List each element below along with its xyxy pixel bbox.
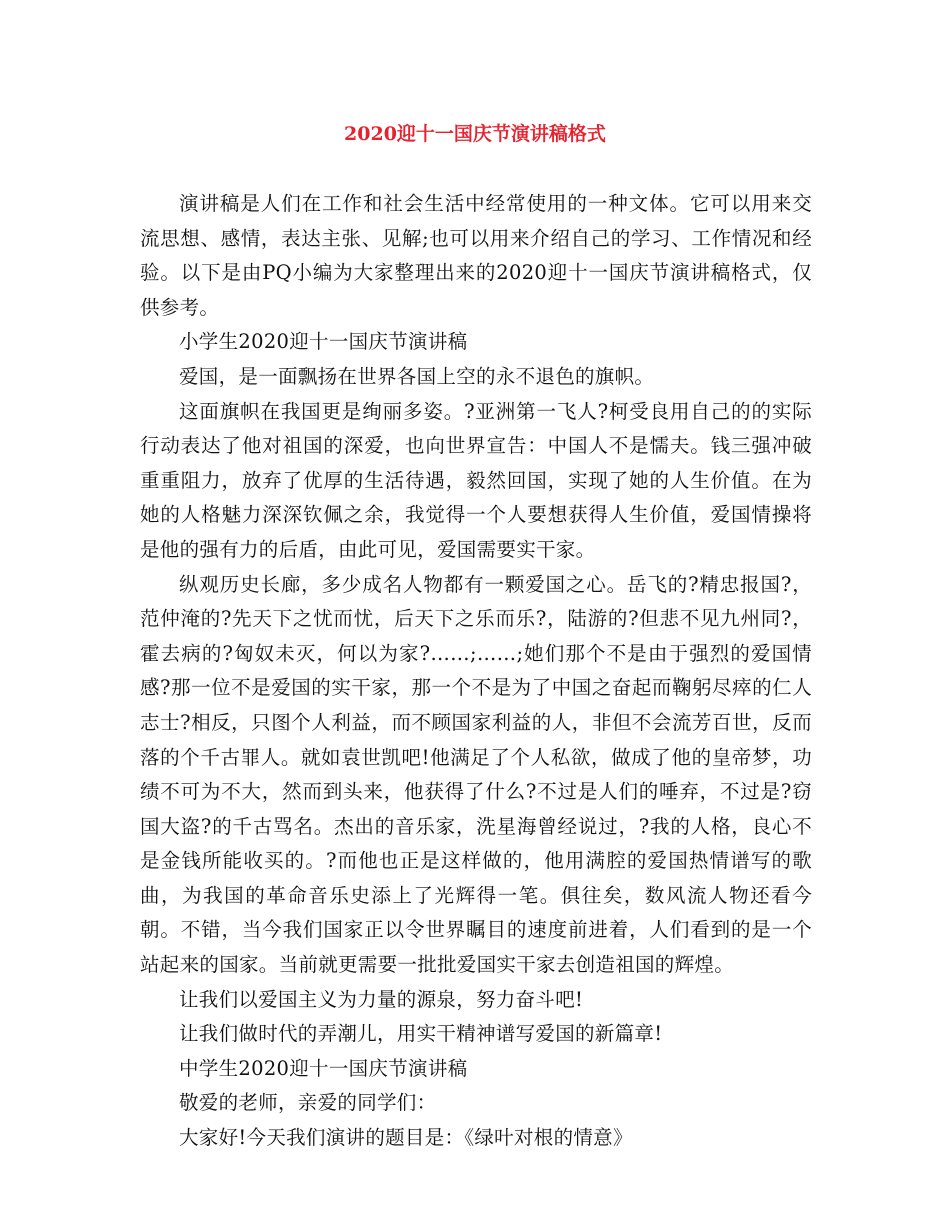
paragraph-greeting: 敬爱的老师，亲爱的同学们： [179,1091,437,1115]
section-heading-middle: 中学生2020迎十一国庆节演讲稿 [179,1056,468,1080]
paragraph: 这面旗帜在我国更是绚丽多姿。?亚洲第一飞人?柯受良用自己的的实际行动表达了他对祖国的深爱，也向世界宣告：中国人不是懦夫。钱三强冲破重重阻力，放弃了优厚的生活待遇，毅然回国，实现了她的人生价值。在为她的人格魅力深深钦佩之余，我觉得一个人要想获得人生价值，爱国情操将是他的强有力的后盾，由此可见，爱国需要实干家。 [140,399,812,561]
paragraph-intro: 演讲稿是人们在工作和社会生活中经常使用的一种文体。它可以用来交流思想、感情，表达主张、见解;也可以用来介绍自己的学习、工作情况和经验。以下是由PQ小编为大家整理出来的2020迎十一国庆节演讲稿格式，仅供参考。 [140,192,812,319]
section-heading-primary: 小学生2020迎十一国庆节演讲稿 [179,330,468,354]
paragraph: 爱国，是一面飘扬在世界各国上空的永不退色的旗帜。 [179,364,655,388]
paragraph: 让我们以爱国主义为力量的源泉，努力奋斗吧! [179,987,584,1011]
paragraph: 纵观历史长廊，多少成名人物都有一颗爱国之心。岳飞的?精忠报国?，范仲淹的?先天下之忧而忧，后天下之乐而乐?，陆游的?但悲不见九州同?，霍去病的?匈奴未灭，何以为家?……;……;她们那个不是由于强烈的爱国情感?那一位不是爱国的实干家，那一个不是为了中国之奋起而鞠躬尽瘁的仁人志士?相反，只图个人利益，而不顾国家利益的人，非但不会流芳百世，反而落的个千古罪人。就如袁世凯吧!他满足了个人私欲，做成了他的皇帝梦，功绩不可为不大，然而到头来，他获得了什么?不过是人们的唾弃，不过是?窃国大盗?的千古骂名。杰出的音乐家，洗星海曾经说过，?我的人格，良心不是金钱所能收买的。?而他也正是这样做的，他用满腔的爱国热情谱写的歌曲，为我国的革命音乐史添上了光辉得一笔。俱往矣，数风流人物还看今朝。不错，当今我们国家正以令世界瞩目的速度前进着，人们看到的是一个站起来的国家。当前就更需要一批批爱国实干家去创造祖国的辉煌。 [140,572,812,977]
document-body [140,187,812,1156]
paragraph: 让我们做时代的弄潮儿，用实干精神谱写爱国的新篇章! [179,1022,663,1046]
document-title: 2020迎十一国庆节演讲稿格式 [344,123,606,145]
paragraph: 大家好!今天我们演讲的题目是：《绿叶对根的情意》 [179,1126,633,1150]
